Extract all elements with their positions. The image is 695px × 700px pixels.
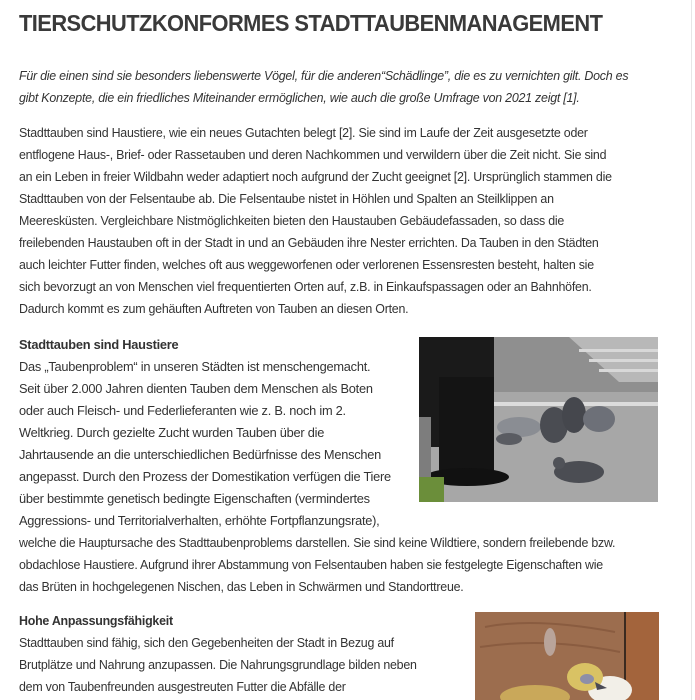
paragraph-line: welche die Hauptursache des Stadttaubenproblems darstellen. Sie sind keine Wildtiere, sondern freilebende bzw. [19,535,616,550]
section-heading: Hohe Anpassungsfähigkeit [19,613,173,628]
paragraph-line: Aggressions- und Territorialverhalten, erhöhte Fortpflanzungsrate), [19,513,380,528]
paragraph-line: freilebenden Haustauben oft in der Stadt in und an Gebäuden ihre Nester errichten. Da Tauben in den Städten [19,235,599,250]
pigeon-chick-photo-graphic [475,612,659,700]
paragraph-line: das Brüten in hochgelegenen Nischen, das Leben in Schwärmen und Standorttreue. [19,579,464,594]
section-anpassung [19,610,435,698]
paragraph-line: Jahrtausende an die unterschiedlichen Bedürfnisse des Menschen [19,447,382,462]
intro-paragraph [19,65,657,109]
paragraph-line: Das „Taubenproblem“ in unseren Städten ist menschengemacht. [19,359,371,374]
paragraph-line: obdachlose Haustiere. Aufgrund ihrer Abstammung von Felsentauben haben sie festgelegte Eigenschaften wie [19,557,603,572]
paragraph-line: Seit über 2.000 Jahren dienten Tauben dem Menschen als Boten [19,381,373,396]
paragraph-line: sich bevorzugt an von Menschen viel frequentierten Orten auf, z.B. in Einkaufspassagen oder an Bahnhöfen. [19,279,592,294]
paragraph-line: Meeresküsten. Vergleichbare Nistmöglichkeiten bieten den Haustauben Gebäudefassaden, so dass die [19,213,565,228]
pigeon-chick-photo [475,612,659,700]
page-title: TIERSCHUTZKONFORMES STADTTAUBENMANAGEMENT [19,10,603,36]
intro-line: Für die einen sind sie besonders liebenswerte Vögel, für die anderen“Schädlinge”, die es zu vernichten gilt. Doch es [19,68,629,83]
paragraph-line: auch leichter Futter finden, welches oft aus weggeworfenen oder verlorenen Essensresten besteht, halten sie [19,257,594,272]
paragraph-line: angepasst. Durch den Prozess der Domestikation verfügen die Tiere [19,469,391,484]
paragraph-line: Weltkrieg. Durch gezielte Zucht wurden Tauben über die [19,425,325,440]
paragraph-line: Stadttauben von der Felsentaube ab. Die Felsentaube nistet in Höhlen und Spalten an Steilklippen an [19,191,554,206]
paragraph-line: Dadurch kommt es zum gehäuften Auftreten von Tauben an diesen Orten. [19,301,409,316]
section-heading: Stadttauben sind Haustiere [19,337,179,352]
paragraph-line: Brutplätze und Nahrung anzupassen. Die Nahrungsgrundlage bilden neben [19,657,417,672]
paragraph-line: Stadttauben sind fähig, sich den Gegebenheiten der Stadt in Bezug auf [19,635,394,650]
paragraph-line: entflogene Haus-, Brief- oder Rassetauben und deren Nachkommen und verwildern über die Zeit nicht. Sie sind [19,147,607,162]
body-paragraph [19,122,640,320]
section-haustiere [19,334,643,598]
paragraph-line: oder auch Fleisch- und Federlieferanten wie z. B. noch im 2. [19,403,346,418]
paragraph-line: Stadttauben sind Haustiere, wie ein neues Gutachten belegt [2]. Sie sind im Laufe der Zeit ausgesetzte oder [19,125,588,140]
intro-line: gibt Konzepte, die ein friedliches Miteinander ermöglichen, wie auch die große Umfrage von 2021 zeigt [1]. [19,90,580,105]
paragraph-line: dem von Taubenfreunden ausgestreuten Futter die Abfälle der [19,679,346,694]
paragraph-line: an ein Leben in freier Wildbahn weder adaptiert noch aufgrund der Zucht geeignet [2]. Ursprünglich stammen die [19,169,612,184]
paragraph-line: über bestimmte genetisch bedingte Eigenschaften (vermindertes [19,491,370,506]
